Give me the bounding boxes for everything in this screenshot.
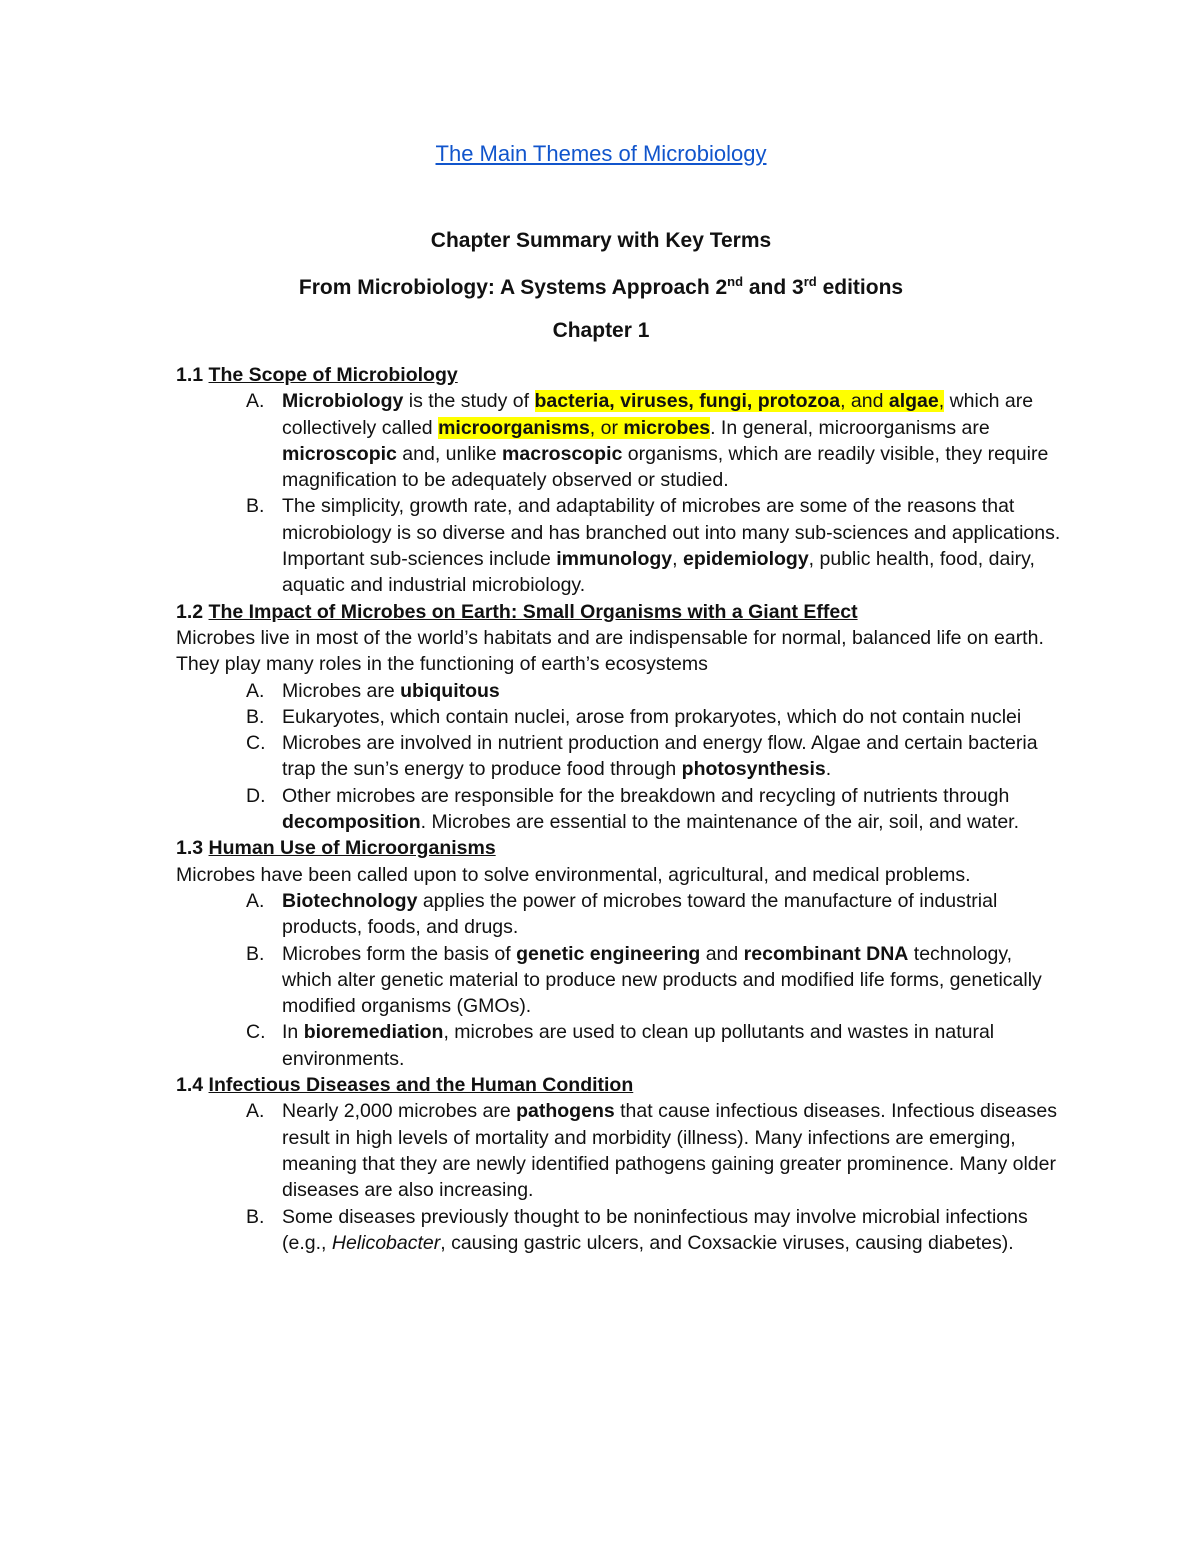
list-item: A. Nearly 2,000 microbes are pathogens that cause infectious diseases. Infectious diseases result in high levels of mortality and morbidity (illness). Many infections are emerging, meaning that they are newly identified pathogens gaining greater prominence. Many older diseases are also increasing. [246, 1100, 1057, 1202]
document-body [176, 362, 1066, 1256]
paragraph: Microbes have been called upon to solve environmental, agricultural, and medical problems. [176, 863, 971, 886]
chapter-heading: Chapter 1 [552, 319, 650, 342]
highlighted-term: microorganisms [438, 416, 590, 439]
paragraph: They play many roles in the functioning of earth’s ecosystems [176, 653, 708, 676]
section-heading-1-1: 1.1 The Scope of Microbiology [176, 364, 458, 386]
paragraph: Microbes live in most of the world’s habitats and are indispensable for normal, balanced life on earth. [176, 626, 1044, 649]
document-title-link[interactable]: The Main Themes of Microbiology [435, 141, 767, 166]
list-item: C. Microbes are involved in nutrient production and energy flow. Algae and certain bacteria trap the sun’s energy to produce food through photosynthesis. [246, 732, 1038, 781]
list-item: B. The simplicity, growth rate, and adaptability of microbes are some of the reasons that microbiology is so diverse and has branched out into many sub-sciences and applications. Important sub-sciences include immunology, epidemiology, public health, food, dairy, aquatic and industrial microbiology. [246, 495, 1061, 597]
list-item: B. Microbes form the basis of genetic engineering and recombinant DNA technology, which alter genetic material to produce new products and modified life forms, genetically modified organisms (GMOs). [246, 942, 1042, 1018]
list-item: A. Microbiology is the study of bacteria, viruses, fungi, protozoa, and algae, which are collectively called microorganisms, or microbes. In general, microorganisms are microscopic and, unlike macroscopic organisms, which are readily visible, they require magnification to be adequately observed or studied. [246, 390, 1049, 492]
highlighted-term: microbes [623, 416, 711, 439]
list-item: B. Eukaryotes, which contain nuclei, arose from prokaryotes, which do not contain nuclei [246, 705, 1022, 728]
highlighted-term: algae [888, 390, 939, 413]
list-item: A. Microbes are ubiquitous [246, 679, 500, 702]
list-item: A. Biotechnology applies the power of microbes toward the manufacture of industrial products, foods, and drugs. [246, 889, 998, 939]
list-item: C. In bioremediation, microbes are used to clean up pollutants and wastes in natural environments. [246, 1021, 995, 1070]
highlighted-term: bacteria, viruses, fungi, protozoa [534, 390, 841, 413]
source-heading: From Microbiology: A Systems Approach 2nd and 3rd editions [298, 274, 904, 299]
list-item: B. Some diseases previously thought to be noninfectious may involve microbial infections (e.g., Helicobacter, causing gastric ulcers, and Coxsackie viruses, causing diabetes). [246, 1205, 1028, 1254]
section-heading-1-3: 1.3 Human Use of Microorganisms [176, 837, 496, 860]
section-heading-1-4: 1.4 Infectious Diseases and the Human Condition [176, 1074, 634, 1097]
chapter-summary-heading: Chapter Summary with Key Terms [430, 229, 772, 252]
section-heading-1-2: 1.2 The Impact of Microbes on Earth: Small Organisms with a Giant Effect [176, 600, 858, 623]
list-item: D. Other microbes are responsible for the breakdown and recycling of nutrients through decomposition. Microbes are essential to the maintenance of the air, soil, and water. [246, 784, 1020, 834]
